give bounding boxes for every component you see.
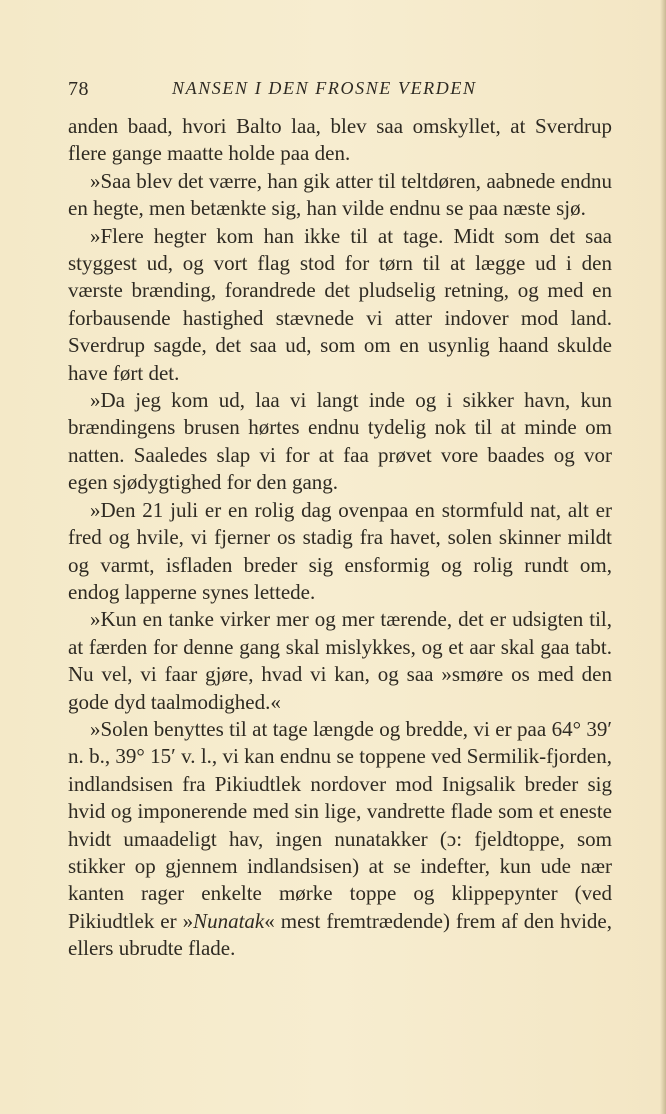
paragraph: »Flere hegter kom han ikke til at tage. Midt som det saa styggest ud, og vort flag stod for tørn til at lægge ud i den værste brænding, forandrede det pludselig retning, og med en forbausende hastighed stævnede vi atter indover mod land. Sverdrup sagde, det saa ud, som om en usynlig haand skulde have ført det. xyxy=(68,223,612,385)
page-header xyxy=(68,74,608,104)
paragraph: »Kun en tanke virker mer og mer tærende, det er udsigten til, at færden for denne gang skal mislykkes, og et aar skal gaa tabt. Nu vel, vi faar gjøre, hvad vi kan, og saa »smøre os med den gode dyd taalmodighed.« xyxy=(68,607,612,714)
paragraph: anden baad, hvori Balto laa, blev saa omskyllet, at Sverdrup flere gange maatte holde paa den. xyxy=(68,114,612,166)
paragraph: »Saa blev det værre, han gik atter til teltdøren, aabnede endnu en hegte, men betænkte sig, han vilde endnu se paa næste sjø. xyxy=(68,168,612,221)
emphasized-term: Nunatak xyxy=(193,908,265,933)
paragraph-text: »Solen benyttes til at tage længde og bredde, vi er paa 64° 39′ n. b., 39° 15′ v. l., vi kan endnu se toppene ved Sermilik-fjorden, indlandsisen fra Pikiudtlek nordover mod Inigsalik breder sig hvid og imponerende med sin lige, vandrette flade som et eneste hvidt umaadeligt hav, ingen nunatakker (ɔ: fjeldtoppe, som stikker op gjennem indlandsisen) at se indefter, kun ude nær kanten rager enkelte mørke toppe og klippepynter (ved Pikiudtlek er xyxy=(68,716,612,933)
paragraph: »Den 21 juli er en rolig dag ovenpaa en stormfuld nat, alt er fred og hvile, vi fjerner os stadig fra havet, solen skinner mildt og varmt, isfladen breder sig ensformig og rolig rundt om, endog lapperne synes lettede. xyxy=(68,497,612,604)
paragraph-text-tail: mest fremtrædende) frem af den hvide, ellers ubrudte flade. xyxy=(68,908,612,961)
quote-close: « xyxy=(264,908,275,933)
paragraph: »Da jeg kom ud, laa vi langt inde og i sikker havn, kun brændingens brusen hørtes endnu tydelig nok til at minde om natten. Saaledes slap vi for at faa prøvet vore baades og vor egen sjødygtighed for den gang. xyxy=(68,388,612,495)
paragraph-last xyxy=(68,716,612,963)
body-text xyxy=(68,113,612,963)
page-edge-shadow xyxy=(660,0,666,1114)
running-title: NANSEN I DEN FROSNE VERDEN xyxy=(172,78,477,98)
page-number: 78 xyxy=(68,78,89,100)
quote-open: » xyxy=(182,908,194,933)
